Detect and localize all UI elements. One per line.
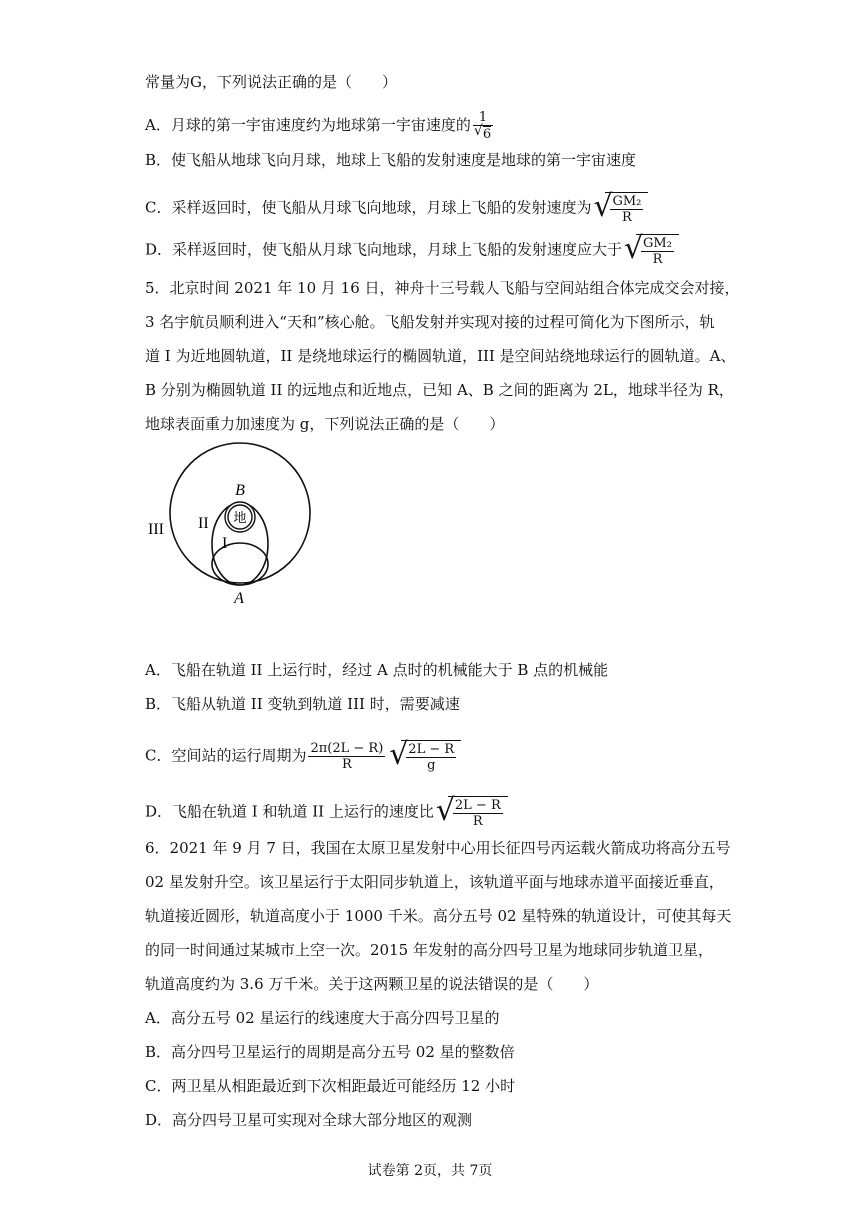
q6-stem-line-4: 的同一时间通过某城市上空一次。2015 年发射的高分四号卫星为地球同步轨道卫星， bbox=[145, 941, 713, 959]
q5-stem-line-4: B 分别为椭圆轨道 II 的远地点和近地点，已知 A、B 之间的距离为 2L，地球半径为 R， bbox=[145, 381, 734, 399]
q4-option-d-numerator: GM₂ bbox=[643, 236, 672, 251]
q4-option-a-numerator: 1 bbox=[473, 110, 493, 126]
orbit-diagram bbox=[140, 440, 340, 615]
point-b-label: B bbox=[235, 482, 245, 499]
q4-option-c-numerator: GM₂ bbox=[612, 194, 642, 209]
q4-option-a-fraction bbox=[473, 110, 493, 142]
orbit-i-circle bbox=[212, 543, 268, 585]
q5-option-c-fraction bbox=[308, 741, 385, 772]
q4-option-d-text: D．采样返回时，使飞船从月球飞向地球，月球上飞船的发射速度应大于 bbox=[145, 240, 623, 259]
point-a-label: A bbox=[234, 590, 244, 607]
q5-option-c bbox=[145, 737, 461, 773]
q6-option-c: C．两卫星从相距最近到下次相距最近可能经历 12 小时 bbox=[145, 1077, 516, 1095]
q5-option-c-root-denominator: g bbox=[427, 758, 436, 773]
q6-stem-line-5: 轨道高度约为 3.6 万千米。关于这两颗卫星的说法错误的是（ ） bbox=[145, 975, 599, 993]
earth-label: 地 bbox=[233, 511, 247, 526]
q6-option-a: A．高分五号 02 星运行的线速度大于高分四号卫星的 bbox=[145, 1009, 500, 1027]
q4-option-b: B．使飞船从地球飞向月球，地球上飞船的发射速度是地球的第一宇宙速度 bbox=[145, 151, 637, 169]
q6-option-b: B．高分四号卫星运行的周期是高分五号 02 星的整数倍 bbox=[145, 1043, 515, 1061]
q4-option-c-text: C．采样返回时，使飞船从月球飞向地球，月球上飞船的发射速度为 bbox=[145, 198, 592, 217]
q4-option-a bbox=[145, 110, 495, 142]
q5-option-c-numerator: 2π(2L − R) bbox=[310, 741, 384, 756]
q5-option-c-text: C．空间站的运行周期为 bbox=[145, 746, 307, 765]
q5-option-d-root-denominator: R bbox=[472, 814, 483, 829]
orbit-i-label: I bbox=[222, 535, 228, 552]
page-footer: 试卷第 2页，共 7页 bbox=[367, 1163, 493, 1179]
q5-option-c-root-numerator: 2L − R bbox=[408, 742, 455, 757]
q4-option-c bbox=[145, 189, 648, 225]
orbit-iii-label: III bbox=[148, 521, 164, 538]
q4-option-c-sqrt: √ $\frac{\text{GM₂}}{R}$ bbox=[593, 192, 648, 225]
q5-option-d-text: D．飞船在轨道 I 和轨道 II 上运行的速度比 bbox=[145, 802, 434, 821]
q5-option-d-sqrt: √ $\frac{2L - R}{R}$ bbox=[436, 796, 508, 829]
q5-option-a: A．飞船在轨道 II 上运行时，经过 A 点时的机械能大于 B 点的机械能 bbox=[145, 661, 609, 679]
q5-option-c-sqrt: √ $\frac{2L - R}{g}$ bbox=[389, 740, 461, 773]
q5-option-d bbox=[145, 793, 508, 829]
q6-option-d: D．高分四号卫星可实现对全球大部分地区的观测 bbox=[145, 1111, 473, 1129]
q5-stem-line-1: 5．北京时间 2021 年 10 月 16 日，神舟十三号载人飞船与空间站组合体完成交会对接， bbox=[145, 279, 740, 297]
q5-stem-line-3: 道 I 为近地圆轨道，II 是绕地球运行的椭圆轨道，III 是空间站绕地球运行的圆轨道。A、 bbox=[145, 347, 736, 365]
q4-option-d bbox=[145, 231, 679, 267]
q5-stem-line-2: 3 名宇航员顺利进入“天和”核心舱。飞船发射并实现对接的过程可简化为下图所示，轨 bbox=[145, 313, 715, 331]
q5-option-b: B．飞船从轨道 II 变轨到轨道 III 时，需要减速 bbox=[145, 695, 460, 713]
q6-stem-line-1: 6．2021 年 9 月 7 日，我国在太原卫星发射中心用长征四号丙运载火箭成功将高分五号 bbox=[145, 839, 731, 857]
q4-intro: 常量为G，下列说法正确的是（ ） bbox=[145, 73, 397, 91]
q4-option-d-sqrt: √ $\frac{\text{GM₂}}{R}$ bbox=[624, 234, 679, 267]
q5-option-c-denominator: R bbox=[341, 757, 352, 772]
q6-stem-line-3: 轨道接近圆形，轨道高度小于 1000 千米。高分五号 02 星特殊的轨道设计，可使其每天 bbox=[145, 907, 732, 925]
q5-stem-line-5: 地球表面重力加速度为 g，下列说法正确的是（ ） bbox=[145, 415, 505, 433]
q4-option-a-text: A．月球的第一宇宙速度约为地球第一宇宙速度的 bbox=[145, 116, 471, 134]
q4-option-a-denominator bbox=[473, 126, 493, 142]
q6-stem-line-2: 02 星发射升空。该卫星运行于太阳同步轨道上，该轨道平面与地球赤道平面接近垂直， bbox=[145, 873, 724, 891]
q4-option-d-denominator: R bbox=[652, 252, 663, 267]
q4-option-a-sqrt: √ 6 bbox=[483, 126, 491, 142]
orbit-ii-label: II bbox=[198, 515, 209, 532]
q5-option-d-root-numerator: 2L − R bbox=[454, 798, 501, 813]
q4-option-c-denominator: R bbox=[622, 210, 632, 225]
